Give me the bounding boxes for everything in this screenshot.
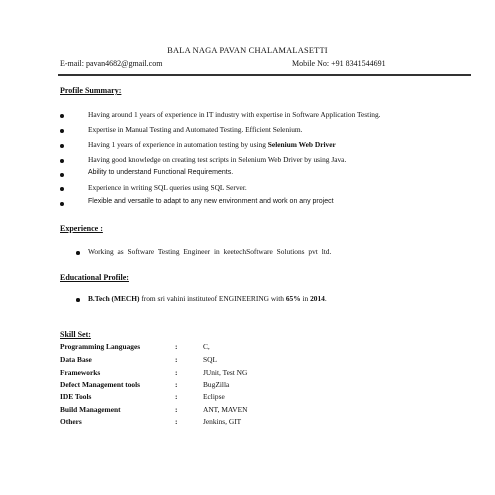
skill-label: Build Management (60, 405, 121, 414)
experience-heading: Experience : (60, 224, 103, 233)
skill-colon: : (175, 380, 178, 389)
education-heading: Educational Profile: (60, 273, 129, 282)
skill-label: Others (60, 417, 82, 426)
profile-item-6: Experience in writing SQL queries using SQL Server. (88, 183, 247, 192)
skill-value: Eclipse (203, 392, 225, 401)
skill-colon: : (175, 368, 178, 377)
bullet-icon (76, 298, 80, 302)
bullet-icon (60, 144, 64, 148)
profile-item-7: Flexible and versatile to adapt to any new environment and work on any project (88, 198, 334, 205)
bullet-icon (60, 129, 64, 133)
profile-item-1: Having around 1 years of experience in IT industry with expertise in Software Application Testing. (88, 110, 381, 119)
profile-item-3: Having 1 years of experience in automation testing by using Selenium Web Driver (88, 140, 336, 149)
mobile-line: Mobile No: +91 8341544691 (292, 59, 386, 68)
profile-item-4: Having good knowledge on creating test scripts in Selenium Web Driver by using Java. (88, 155, 347, 164)
candidate-name: BALA NAGA PAVAN CHALAMALASETTI (167, 46, 328, 55)
skill-colon: : (175, 392, 178, 401)
skill-label: Programming Languages (60, 342, 141, 351)
skill-value: SQL (203, 355, 217, 364)
skill-colon: : (175, 405, 178, 414)
skill-label: Defect Management tools (60, 380, 141, 389)
skill-colon: : (175, 342, 178, 351)
skill-colon: : (175, 355, 178, 364)
bullet-icon (60, 187, 64, 191)
bullet-icon (60, 159, 64, 163)
profile-summary-heading: Profile Summary: (60, 86, 122, 95)
skill-value: C, (203, 342, 210, 351)
profile-item-5: Ability to understand Functional Requirements. (88, 169, 234, 176)
header-divider (58, 74, 471, 76)
skill-value: JUnit, Test NG (203, 368, 248, 377)
skill-label: IDE Tools (60, 392, 92, 401)
education-item: B.Tech (MECH) from sri vahini instituteof ENGINEERING with 65% in 2014. (88, 294, 327, 303)
skill-value: BugZilla (203, 380, 230, 389)
skill-label: Frameworks (60, 368, 101, 377)
bullet-icon (60, 173, 64, 177)
skill-value: ANT, MAVEN (203, 405, 248, 414)
bullet-icon (60, 202, 64, 206)
skill-colon: : (175, 417, 178, 426)
profile-item-2: Expertise in Manual Testing and Automated Testing. Efficient Selenium. (88, 125, 303, 134)
experience-item: Working as Software Testing Engineer in keetechSoftware Solutions pvt ltd. (88, 247, 332, 256)
email-line: E-mail: pavan4682@gmail.com (60, 59, 163, 68)
bullet-icon (60, 114, 64, 118)
skill-value: Jenkins, GIT (203, 417, 242, 426)
bullet-icon (76, 251, 80, 255)
skill-label: Data Base (60, 355, 92, 364)
skills-heading: Skill Set: (60, 330, 91, 339)
